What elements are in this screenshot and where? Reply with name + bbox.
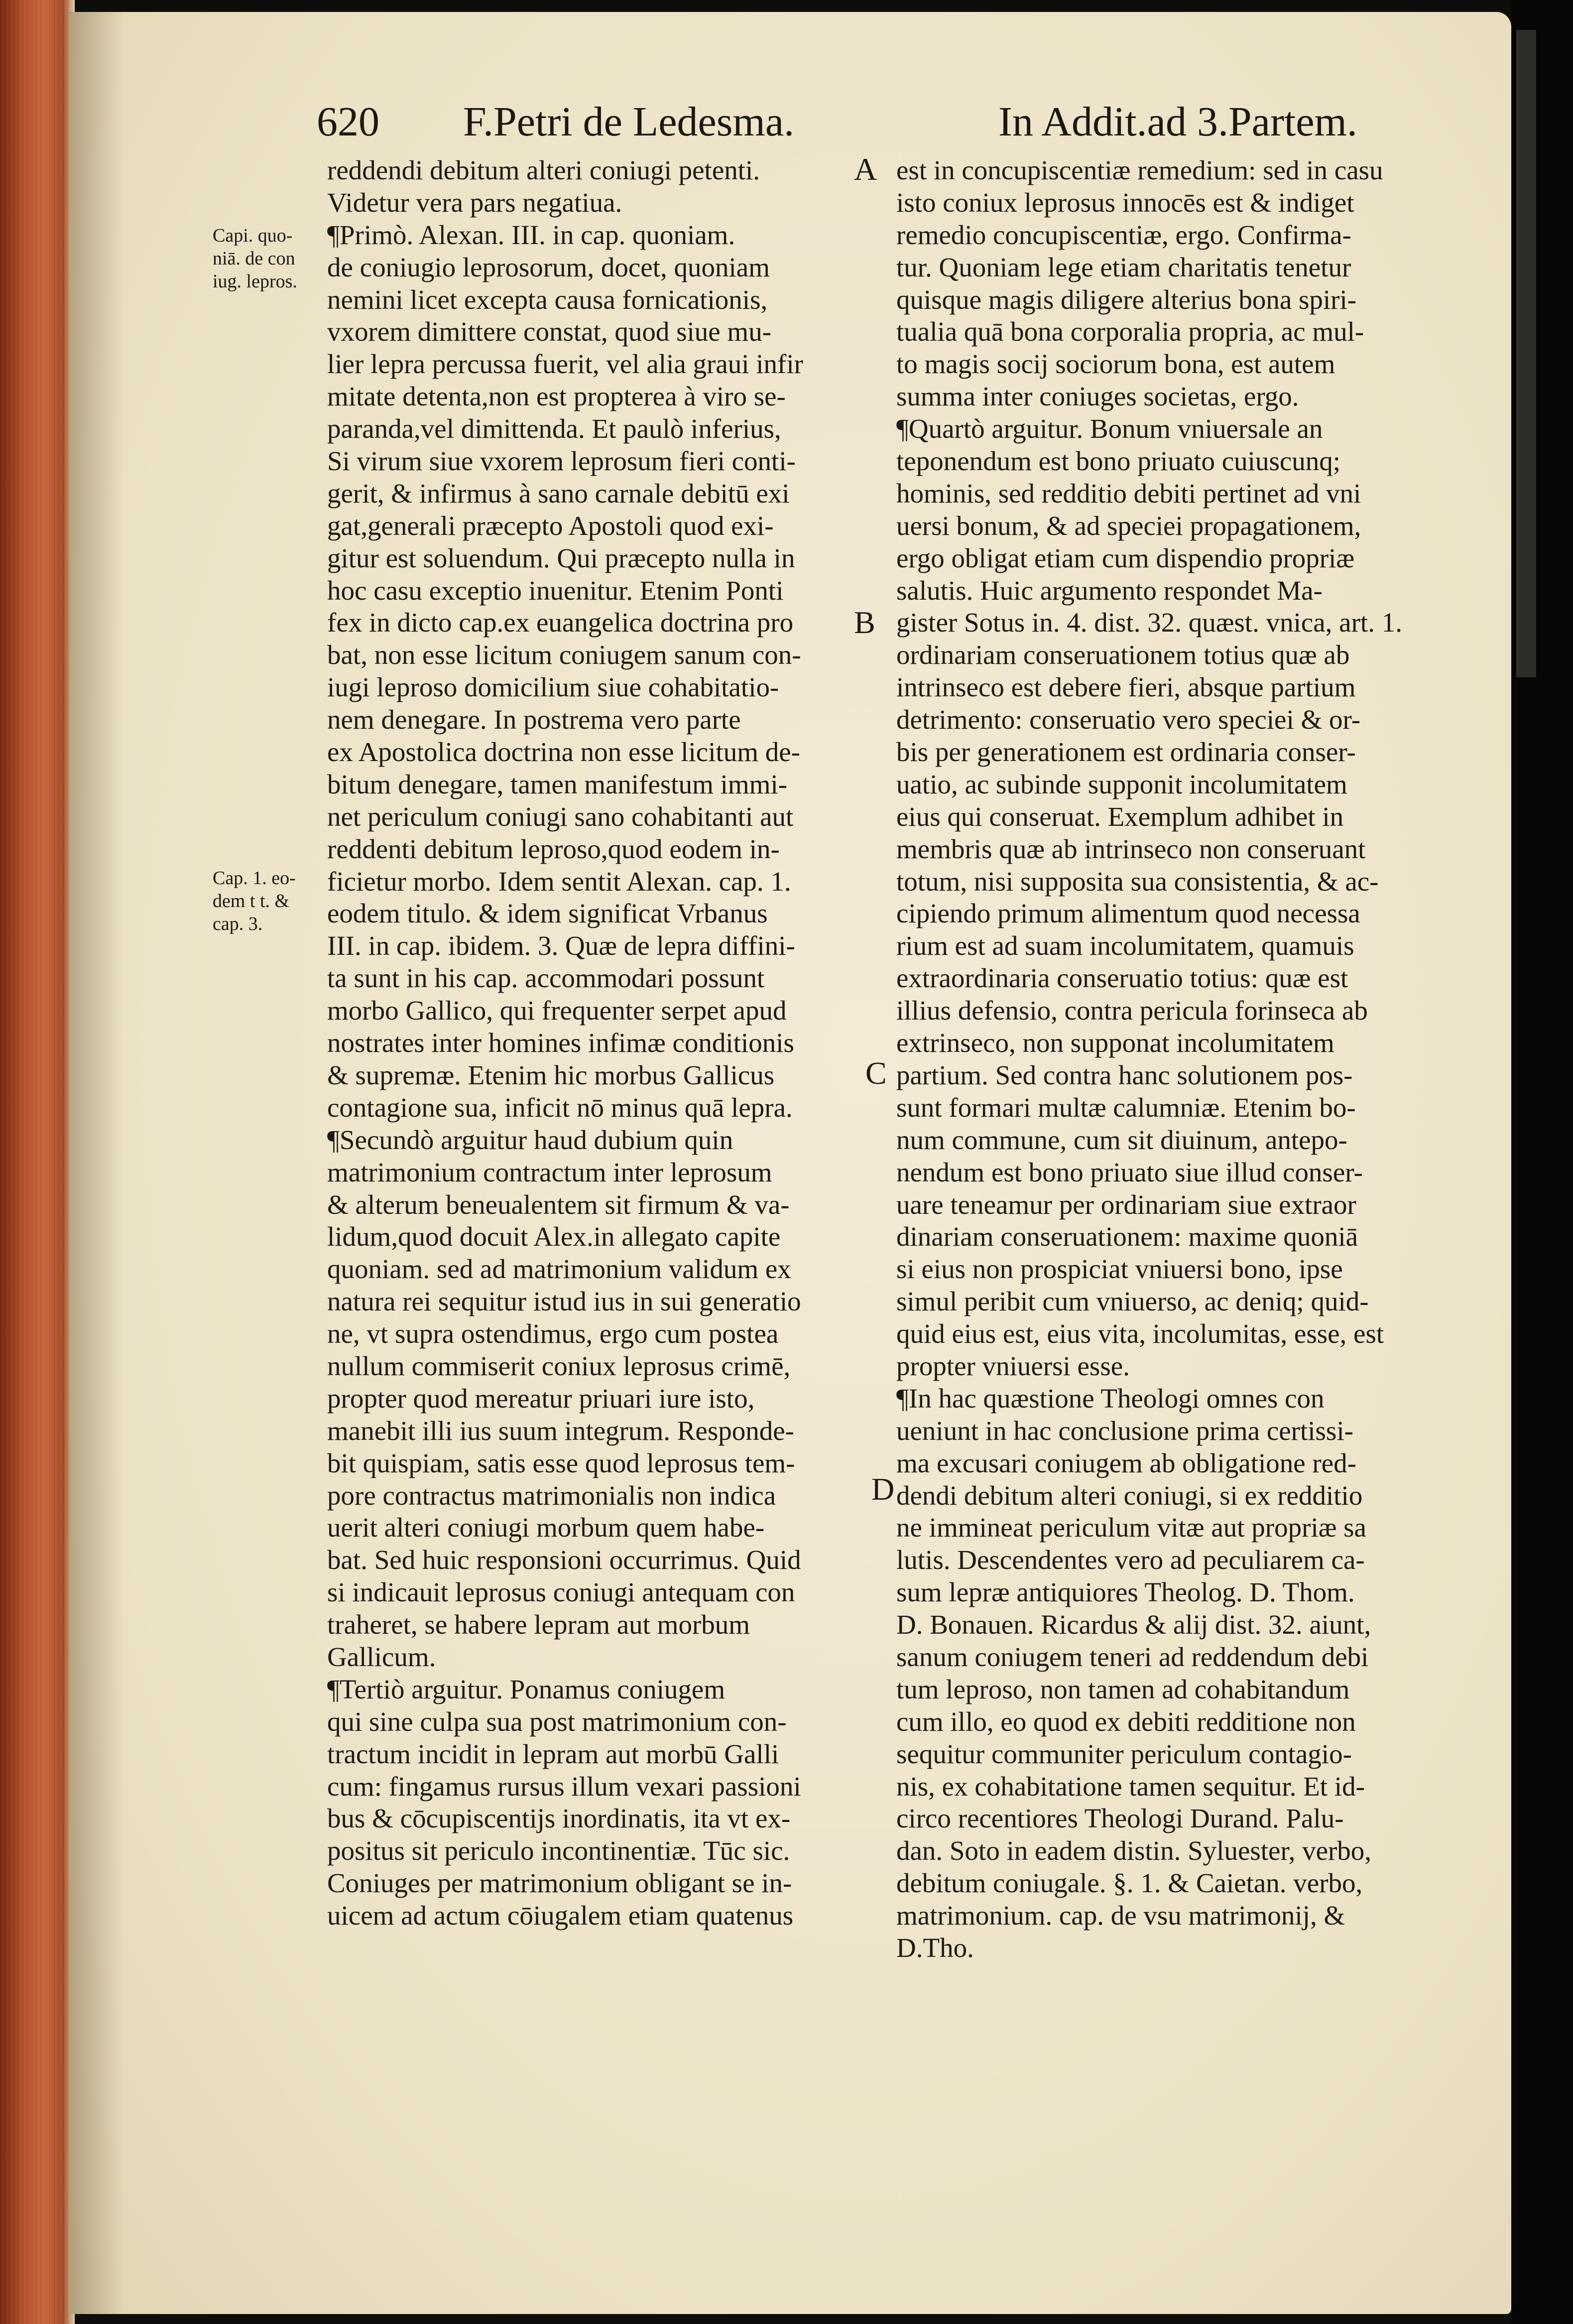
text-line: uare teneamur per ordinariam siue extraor [896, 1189, 1356, 1220]
text-line: sequitur communiter periculum contagio- [896, 1738, 1352, 1769]
text-line: hoc casu exceptio inuenitur. Etenim Ponti [327, 575, 784, 606]
background-right [1511, 0, 1573, 2324]
text-line: paranda,vel dimittenda. Et paulò inferius, [327, 413, 781, 444]
text-line: ficietur morbo. Idem sentit Alexan. cap. 1. [327, 866, 791, 897]
text-line: sanum coniugem teneri ad reddendum debi [896, 1641, 1369, 1672]
text-line: & alterum beneualentem sit firmum & va- [327, 1189, 790, 1220]
left-text-column [327, 154, 803, 1932]
text-line: eius qui conseruat. Exemplum adhibet in [896, 801, 1344, 832]
text-line: fex in dicto cap.ex euangelica doctrina pro [327, 607, 794, 638]
text-line: simul peribit cum vniuerso, ac deniq; quid- [896, 1286, 1369, 1317]
text-line: morbo Gallico, qui frequenter serpet apud [327, 995, 787, 1026]
text-line: eodem titulo. & idem significat Vrbanus [327, 898, 768, 929]
text-line: tum leproso, non tamen ad cohabitandum [896, 1674, 1350, 1704]
text-line: bit quispiam, satis esse quod leprosus tem- [327, 1447, 795, 1478]
text-line: circo recentiores Theologi Durand. Palu- [896, 1803, 1344, 1834]
section-marker-d: D [871, 1471, 895, 1507]
text-line: nem denegare. In postrema vero parte [327, 704, 741, 735]
text-line: bat, non esse licitum coniugem sanum con- [327, 640, 801, 670]
text-line: positus sit periculo incontinentiæ. Tūc sic. [327, 1835, 790, 1866]
text-line: partium. Sed contra hanc solutionem pos- [896, 1059, 1353, 1090]
text-line: ma excusari coniugem ab obligatione red- [896, 1447, 1356, 1478]
section-marker-b: B [854, 605, 875, 640]
marginal-line: Cap. 1. eo- [213, 868, 296, 889]
marginal-note-2 [213, 867, 296, 935]
text-line: totum, nisi supposita sua consistentia, & ac- [896, 866, 1379, 897]
text-line: bat. Sed huic responsioni occurrimus. Quid [327, 1545, 801, 1575]
text-line: Gallicum. [327, 1641, 436, 1672]
text-line: teponendum est bono priuato cuiuscunq; [896, 446, 1341, 477]
text-line: manebit illi ius suum integrum. Responde- [327, 1415, 794, 1446]
text-line: remedio concupiscentiæ, ergo. Confirma- [896, 219, 1351, 250]
text-line: est in concupiscentiæ remedium: sed in casu [896, 155, 1383, 185]
text-line: num commune, cum sit diuinum, antepo- [896, 1124, 1347, 1155]
text-line: dendi debitum alteri coniugi, si ex redditio [896, 1480, 1363, 1511]
marginal-line: cap. 3. [213, 913, 263, 934]
text-line: cipiendo primum alimentum quod necessa [896, 898, 1360, 929]
text-line: Videtur vera pars negatiua. [327, 187, 622, 218]
marginal-line: Capi. quo- [213, 225, 293, 246]
text-line: gister Sotus in. 4. dist. 32. quæst. vnica, art. 1. [896, 607, 1402, 638]
text-line: Si virum siue vxorem leprosum fieri conti- [327, 446, 796, 477]
text-line: ¶Primò. Alexan. III. in cap. quoniam. [327, 219, 735, 250]
text-line: ne immineat periculum vitæ aut propriæ sa [896, 1512, 1366, 1543]
text-line: lutis. Descendentes vero ad peculiarem ca- [896, 1545, 1365, 1575]
text-line: propter quod mereatur priuari iure isto, [327, 1383, 755, 1414]
text-line: uatio, ac subinde supponit incolumitatem [896, 769, 1347, 799]
text-line: salutis. Huic argumento respondet Ma- [896, 575, 1323, 606]
text-line: illius defensio, contra pericula forinseca ab [896, 995, 1368, 1026]
text-line: nemini licet excepta causa fornicationis, [327, 284, 768, 315]
text-line: uerit alteri coniugi morbum quem habe- [327, 1512, 765, 1543]
marginal-line: iug. lepros. [213, 271, 297, 292]
text-line: reddendi debitum alteri coniugi petenti. [327, 155, 760, 185]
text-line: propter vniuersi esse. [896, 1350, 1130, 1381]
text-line: quid eius est, eius vita, incolumitas, esse, est [896, 1318, 1384, 1349]
text-line: matrimonium. cap. de vsu matrimonij, & [896, 1900, 1345, 1931]
text-line: tualia quā bona corporalia propria, ac mul- [896, 316, 1364, 347]
section-marker-c: C [865, 1055, 887, 1091]
text-line: ordinariam conseruationem totius quæ ab [896, 640, 1350, 670]
text-line: ¶Quartò arguitur. Bonum vniuersale an [896, 413, 1323, 444]
text-line: extrinseco, non supponat incolumitatem [896, 1028, 1334, 1058]
text-line: D.Tho. [896, 1932, 974, 1963]
text-line: III. in cap. ibidem. 3. Quæ de lepra diffini- [327, 930, 795, 961]
text-line: ¶In hac quæstione Theologi omnes con [896, 1383, 1325, 1414]
text-line: sunt formari multæ calumniæ. Etenim bo- [896, 1092, 1356, 1123]
text-line: bitum denegare, tamen manifestum immi- [327, 769, 788, 799]
text-line: gerit, & infirmus à sano carnale debitū exi [327, 478, 790, 509]
facing-page-sliver [1516, 30, 1536, 677]
text-line: tur. Quoniam lege etiam charitatis tenetur [896, 252, 1351, 282]
text-line: nendum est bono priuato siue illud conser- [896, 1157, 1363, 1187]
text-line: ergo obligat etiam cum dispendio propriæ [896, 542, 1355, 573]
text-line: de coniugio leprosorum, docet, quoniam [327, 252, 770, 282]
text-line: D. Bonauen. Ricardus & alij dist. 32. aiunt, [896, 1609, 1371, 1640]
text-line: quisque magis diligere alterius bona spiri- [896, 284, 1357, 315]
text-line: ex Apostolica doctrina non esse licitum de- [327, 737, 801, 768]
text-line: si eius non prospiciat vniuersi bono, ipse [896, 1254, 1343, 1285]
text-line: uicem ad actum cōiugalem etiam quatenus [327, 1900, 794, 1931]
marginal-line: niā. de con [213, 248, 295, 269]
marginal-note-1 [213, 224, 297, 293]
text-line: matrimonium contractum inter leprosum [327, 1157, 772, 1187]
text-line: lier lepra percussa fuerit, vel alia graui infir [327, 349, 803, 380]
text-line: cum illo, eo quod ex debiti redditione non [896, 1706, 1356, 1737]
text-line: debitum coniugale. §. 1. & Caietan. verbo, [896, 1868, 1363, 1899]
gutter-shadow [70, 12, 124, 2314]
running-title: F.Petri de Ledesma. [463, 99, 795, 145]
text-line: pore contractus matrimonialis non indica [327, 1480, 776, 1511]
section-title: In Addit.ad 3.Partem. [998, 99, 1357, 145]
text-line: membris quæ ab intrinseco non conseruant [896, 833, 1366, 864]
text-line: extraordinaria conseruatio totius: quæ est [896, 963, 1348, 994]
text-line: cum: fingamus rursus illum vexari passioni [327, 1771, 801, 1802]
text-line: dan. Soto in eadem distin. Syluester, verbo, [896, 1835, 1372, 1866]
text-line: nostrates inter homines infimæ conditionis [327, 1028, 794, 1058]
text-line: gitur est soluendum. Qui præcepto nulla in [327, 542, 795, 573]
text-line: intrinseco est debere fieri, absque partium [896, 672, 1356, 703]
text-line: dinariam conseruationem: maxime quoniā [896, 1221, 1358, 1252]
text-line: isto coniux leprosus innocēs est & indiget [896, 187, 1354, 218]
text-line: summa inter coniuges societas, ergo. [896, 381, 1299, 412]
page-edge-texture [0, 0, 75, 2324]
text-line: net periculum coniugi sano cohabitanti aut [327, 801, 794, 832]
text-line: bus & cōcupiscentijs inordinatis, ita vt ex- [327, 1803, 791, 1834]
text-line: ¶Tertiò arguitur. Ponamus coniugem [327, 1674, 726, 1704]
text-line: bis per generationem est ordinaria conser- [896, 737, 1356, 768]
text-line: hominis, sed redditio debiti pertinet ad vni [896, 478, 1361, 509]
text-line: lidum,quod docuit Alex.in allegato capite [327, 1221, 781, 1252]
text-line: Coniuges per matrimonium obligant se in- [327, 1868, 792, 1899]
text-line: reddenti debitum leproso,quod eodem in- [327, 833, 780, 864]
text-line: ueniunt in hac conclusione prima certissi- [896, 1415, 1353, 1446]
text-line: contagione sua, inficit nō minus quā lepra. [327, 1092, 793, 1123]
text-line: ta sunt in his cap. accommodari possunt [327, 963, 765, 994]
text-line: uersi bonum, & ad speciei propagationem, [896, 510, 1361, 541]
text-line: to magis socij sociorum bona, est autem [896, 349, 1335, 380]
marginal-line: dem t t. & [213, 891, 290, 911]
text-line: ¶Secundò arguitur haud dubium quin [327, 1124, 733, 1155]
text-line: ne, vt supra ostendimus, ergo cum postea [327, 1318, 779, 1349]
text-line: natura rei sequitur istud ius in sui generatio [327, 1286, 801, 1317]
text-line: si indicauit leprosus coniugi antequam con [327, 1577, 795, 1608]
section-marker-a: A [854, 151, 877, 187]
text-line: quoniam. sed ad matrimonium validum ex [327, 1254, 791, 1285]
text-line: sum lepræ antiquiores Theolog. D. Thom. [896, 1577, 1355, 1608]
text-line: detrimento: conseruatio vero speciei & or- [896, 704, 1361, 735]
text-line: rium est ad suam incolumitatem, quamuis [896, 930, 1354, 961]
text-line: traheret, se habere lepram aut morbum [327, 1609, 750, 1640]
text-line: mitate detenta,non est propterea à viro se- [327, 381, 786, 412]
text-line: nis, ex cohabitatione tamen sequitur. Et id- [896, 1771, 1365, 1802]
text-line: qui sine culpa sua post matrimonium con- [327, 1706, 787, 1737]
text-line: gat,generali præcepto Apostoli quod exi- [327, 510, 774, 541]
right-text-column [896, 154, 1402, 1964]
text-line: tractum incidit in lepram aut morbū Galli [327, 1738, 779, 1769]
page-number: 620 [317, 99, 379, 145]
text-line: & supremæ. Etenim hic morbus Gallicus [327, 1059, 775, 1090]
text-line: iugi leproso domicilium siue cohabitatio- [327, 672, 779, 703]
text-line: vxorem dimittere constat, quod siue mu- [327, 316, 772, 347]
text-line: nullum commiserit coniux leprosus crimē, [327, 1350, 791, 1381]
